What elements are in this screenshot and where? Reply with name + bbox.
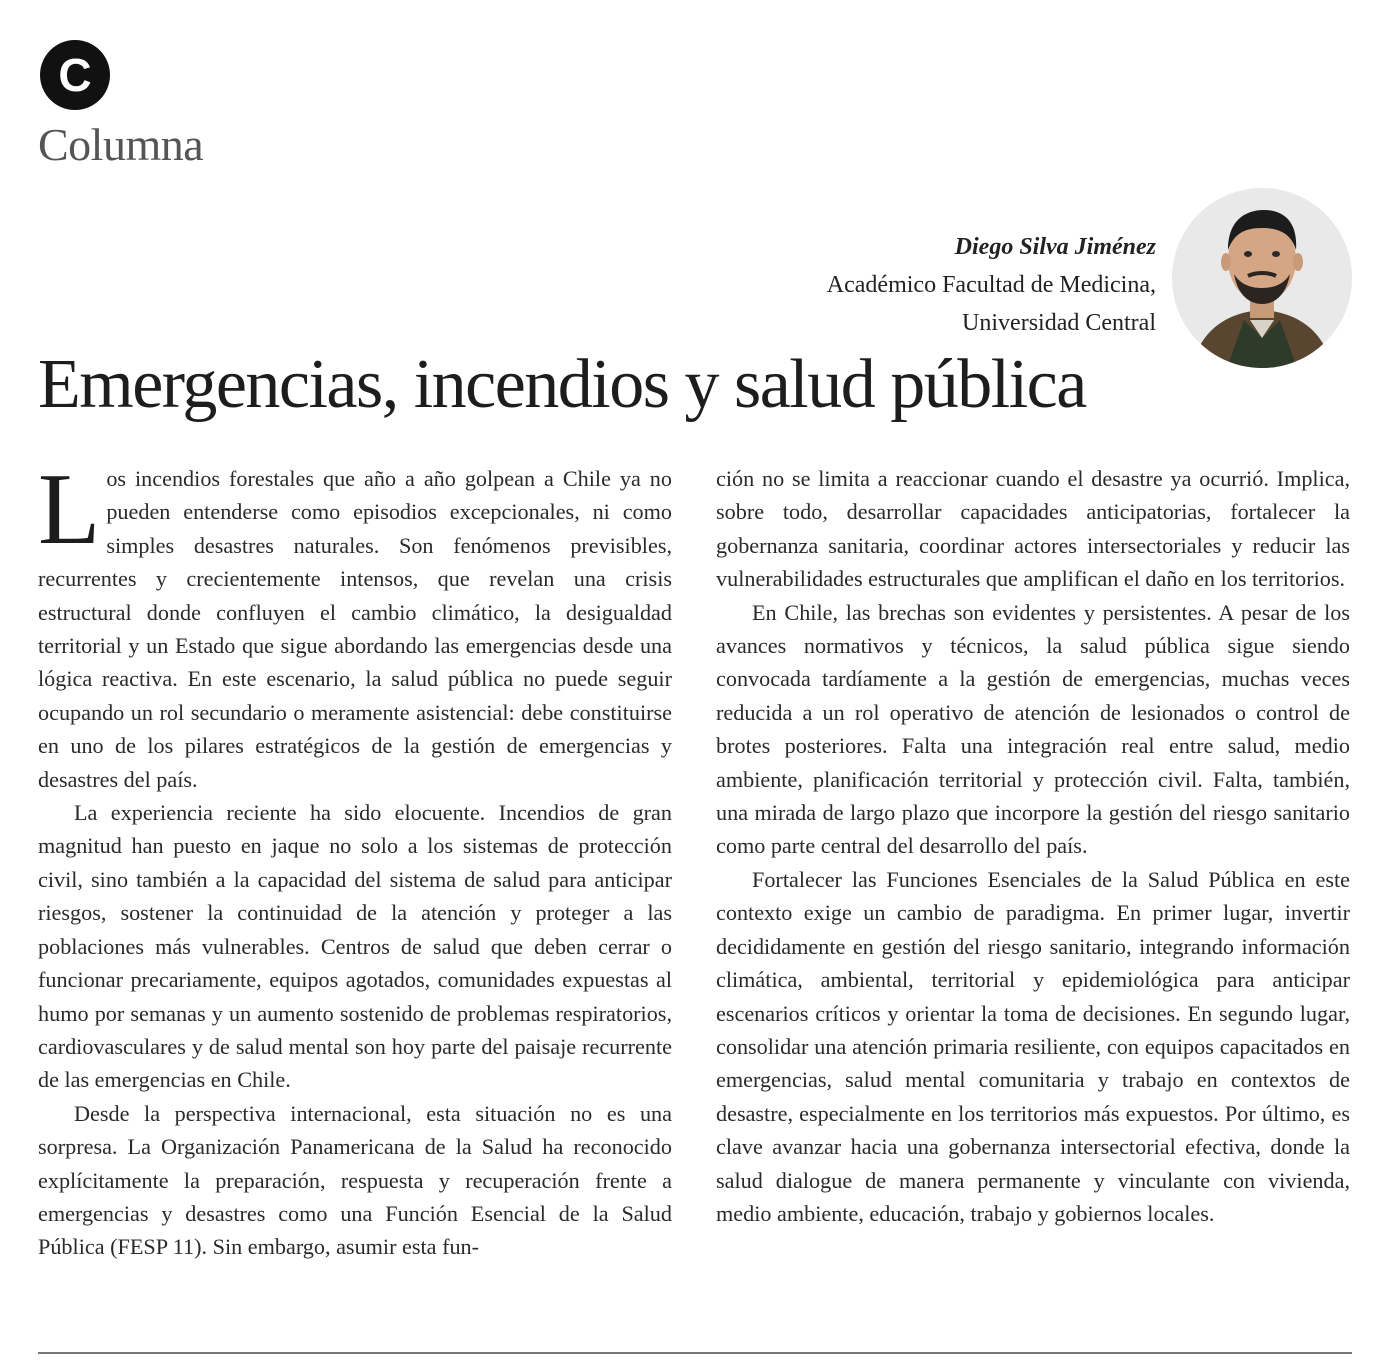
article-column-left <box>38 453 672 1264</box>
section-label: Columna <box>38 119 204 170</box>
section-logo <box>40 40 110 110</box>
author-role-line2: Universidad Central <box>962 310 1156 336</box>
article-headline: Emergencias, incendios y salud pública <box>38 346 1086 423</box>
article-paragraph-4: En Chile, las brechas son evidentes y persistentes. A pesar de los avances normativos y técnicos, la salud pública sigue siendo convocada tardíamente a la gestión de emergencias, muchas veces reducida a un rol operativo de atención de lesionados o control de brotes posteriores. Falta una integración real entre salud, medio ambiente, planificación territorial y protección civil. Falta, también, una mirada de largo plazo que incorpore la gestión del riesgo sanitario como parte central del desarrollo del país. <box>716 599 1350 859</box>
author-byline <box>827 228 1156 342</box>
article-paragraph-3-continued: ción no se limita a reaccionar cuando el desastre ya ocurrió. Implica, sobre todo, desarrollar capacidades anticipatorias, fortalecer la gobernanza sanitaria, coordinar actores intersectoriales y reducir las vulnerabilidades estructurales que amplifican el daño en los territorios. <box>716 466 1350 592</box>
drop-cap: L <box>38 453 101 566</box>
article-paragraph-1 <box>38 453 672 796</box>
article-paragraph-3: Desde la perspectiva internacional, esta situación no es una sorpresa. La Organización Panamericana de la Salud ha reconocido explícitamente la preparación, respuesta y recuperación frente a emergencias y desastres como una Función Esencial de la Salud Pública (FESP 11). Sin embargo, asumir esta fun- <box>38 1100 672 1260</box>
section-logo-letter: C <box>58 49 92 101</box>
author-role-line1: Académico Facultad de Medicina, <box>826 272 1156 298</box>
bottom-rule <box>38 1352 1352 1354</box>
article-paragraph-2: La experiencia reciente ha sido elocuente. Incendios de gran magnitud han puesto en jaque no solo a los sistemas de protección civil, sino también a la capacidad del sistema de salud para anticipar riesgos, sostener la continuidad de la atención y proteger a las poblaciones más vulnerables. Centros de salud que deben cerrar o funcionar precariamente, equipos agotados, comunidades expuestas al humo por semanas y un aumento sostenido de problemas respiratorios, cardiovasculares y de salud mental son hoy parte del paisaje recurrente de las emergencias en Chile. <box>38 800 672 1093</box>
author-portrait-illustration <box>1172 188 1352 368</box>
author-name: Diego Silva Jiménez <box>954 234 1156 260</box>
article-column-right <box>716 462 1350 1230</box>
author-photo <box>1172 188 1352 368</box>
article-paragraph-5: Fortalecer las Funciones Esenciales de la Salud Pública en este contexto exige un cambio de paradigma. En primer lugar, invertir decididamente en gestión del riesgo sanitario, integrando información climática, ambiental, territorial y epidemiológica para anticipar escenarios críticos y orientar la toma de decisiones. En segundo lugar, consolidar una atención primaria resiliente, con equipos capacitados en emergencias, salud mental comunitaria y trabajo en contextos de desastre, especialmente en los territorios más expuestos. Por último, es clave avanzar hacia una gobernanza intersectorial efectiva, donde la salud dialogue de manera permanente y vinculante con vivienda, medio ambiente, educación, trabajo y gobiernos locales. <box>716 866 1350 1226</box>
paragraph-1-text: os incendios forestales que año a año golpean a Chile ya no pueden entenderse como episodios excepcionales, ni como simples desastres naturales. Son fenómenos previsibles, recurrentes y crecientemente intensos, que revelan una crisis estructural donde confluyen el cambio climático, la desigualdad territorial y un Estado que sigue abordando las emergencias desde una lógica reactiva. En este escenario, la salud pública no puede seguir ocupando un rol secundario o meramente asistencial: debe constituirse en uno de los pilares estratégicos de la gestión de emergencias y desastres del país. <box>38 466 672 792</box>
